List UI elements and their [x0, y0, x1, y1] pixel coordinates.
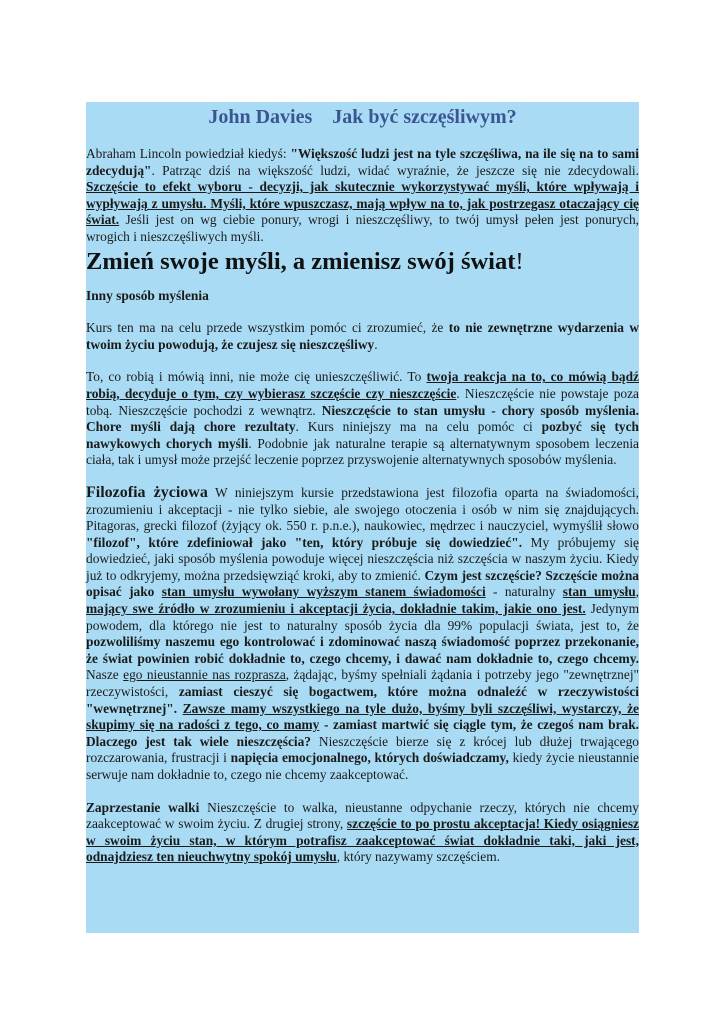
text-run: . Nieszczęście nie powstaje poza tobą. Nieszczęście pochodzi z wewnątrz. — [86, 385, 639, 418]
bold-underline-run: stan umysłu wywołany wyższym stanem świadomości — [161, 584, 486, 600]
bold-run: to nie zewnętrzne wydarzenia w twoim życiu powodują, że czujesz się nieszczęśliwy — [86, 320, 639, 352]
bold-run: - zamiast martwić się ciągle tym, że czegoś nam brak. Dlaczego jest tak wiele nieszczęścia? — [86, 717, 640, 749]
bold-underline-run: Szczęście to efekt wyboru - decyzji, jak skutecznie wykorzystywać myśli, które wpływają i wypływają z umysłu. Myśli, które wpuszczasz, mają wpływ na to, jak postrzegasz otaczający cię świat. — [86, 179, 639, 228]
text-run: , który nazywamy szczęściem. — [336, 849, 500, 865]
paragraph-course — [86, 320, 639, 353]
bold-underline-run: mający swe źródło w zrozumieniu i akceptacji życia, dokładnie takim, jakie ono jest. — [86, 601, 586, 617]
section-heading: Zaprzestanie walki — [86, 799, 200, 815]
bold-underline-run: twoja reakcja na to, co mówią bądź robią, decyduje o tym, czy wybierasz szczęście czy nieszczęście — [86, 369, 639, 401]
text-run: To, co robią i mówią inni, nie może cię unieszczęśliwić. To — [86, 369, 427, 385]
section-heading: Filozofia życiowa — [86, 483, 208, 501]
bold-run: pozbyć się tych nawykowych chorych myśli — [86, 419, 639, 451]
document-title — [86, 104, 639, 130]
bold-underline-run: stan, w którym potrafisz zaakceptować świat dokładnie taki, jaki jest, odnajdziesz ten nieuchwytny spokój umysłu — [86, 832, 639, 865]
title-author: John Davies — [208, 106, 313, 128]
bold-underline-run: stan umysłu — [562, 584, 636, 600]
slogan-text: Zmień swoje myśli, a zmienisz swój świat — [86, 247, 516, 275]
text-run: . — [374, 336, 378, 352]
text-run: Nieszczęście to walka, nieustanne odpychanie rzeczy, których nie chcemy zaakceptować w swoim życiu. Z drugiej strony, — [86, 799, 639, 832]
paragraph-acceptance — [86, 800, 639, 866]
text-run: , żądając, byśmy spełniali żądania i potrzeby jego "zewnętrznej" rzeczywistości, — [86, 667, 640, 700]
document-content — [86, 104, 639, 866]
text-run: . Kurs niniejszy ma na celu pomóc ci — [295, 419, 542, 435]
text-run: , — [635, 584, 640, 600]
subheading: Inny sposób myślenia — [86, 287, 209, 303]
bold-run: Nieszczęście to stan umysłu - chory sposób myślenia. Chore myśli dają chore rezultaty — [86, 402, 639, 435]
quote-bold: "Większość ludzi jest na tyle szczęśliwa, na ile się na to sami zdecydują" — [86, 146, 639, 178]
text-run: Jeśli jest on wg ciebie ponury, wrogi i nieszczęśliwy, to twój umysł pełen jest ponurych, wrogich i nieszczęśliwych myśli. — [86, 212, 639, 244]
text-run: - naturalny — [485, 584, 563, 600]
underline-run: ego nieustannie nas rozprasza — [123, 667, 286, 683]
slogan-exclamation: ! — [515, 247, 524, 275]
bold-underline-run: szczęście to po prostu akceptacja! Kiedy osiągniesz w swoim życiu — [86, 816, 639, 848]
text-run: . Patrząc dziś na większość ludzi, widać wyraźnie, że jeszcze się nie zdecydowali. — [151, 162, 639, 178]
bold-run: zamiast cieszyć się bogactwem, które można odnaleźć w rzeczywistości "wewnętrznej". — [86, 684, 639, 716]
bold-run: Czym jest szczęście? Szczęście można opisać jako — [86, 567, 640, 600]
text-run: . Podobnie jak naturalne terapie są alternatywnym sposobem leczenia ciała, tak i umysł może przejść leczenie poprzez przyswojenie alternatywnych sposobów myślenia. — [86, 435, 639, 468]
bold-underline-run: Zawsze mamy wszystkiego na tyle dużo, byśmy byli szczęśliwi, wystarczy, że skupimy się na radości z tego, co mamy — [86, 700, 639, 733]
bold-run: "filozof", które zdefiniował jako "ten, który próbuje się dowiedzieć". — [86, 534, 523, 550]
text-run: My próbujemy się dowiedzieć, jaki sposób myślenia powoduje więcej nieszczęścia niż szczęścia w naszym życiu. Kiedy już to odkryjemy, można przedsięwziąć kroki, aby to zmienić. — [86, 534, 639, 583]
text-run: Jedynym powodem, dla którego nie jest to naturalny sposób życia dla 99% populacji świata, jest to, że — [86, 601, 640, 633]
text-run: kiedy życie nieustannie serwuje nam dokładnie to, czego nie chcemy zaakceptować. — [86, 750, 639, 782]
bold-run: pozwoliliśmy naszemu ego kontrolować i zdominować naszą świadomość poprzez przekonanie, że świat powinien robić dokładnie to, czego chcemy, i dawać nam dokładnie to, czego chcemy. — [86, 634, 639, 666]
text-run: Nieszczęście bierze się z krócej lub dłużej trwającego rozczarowania, frustracji i — [86, 733, 639, 766]
paragraph-philosophy — [86, 485, 639, 784]
text-run: Nasze — [86, 667, 124, 683]
paragraph-reaction — [86, 369, 639, 469]
text-run: Kurs ten ma na celu przede wszystkim pomóc ci zrozumieć, że — [86, 320, 449, 336]
big-slogan — [86, 248, 639, 276]
paragraph-intro — [86, 146, 639, 246]
title-heading: Jak być szczęśliwym? — [332, 106, 517, 128]
text-run: W niniejszym kursie przedstawiona jest filozofia oparta na świadomości, zrozumieniu i akceptacji - nie tylko siebie, ale swojego otoczenia i osób w nim się znajdujących. Pitagoras, grecki filozof (żyjący ok. 550 r. p.n.e.), naukowiec, mędrzec i nauczyciel, wymyślił słowo — [86, 484, 639, 534]
bold-run: napięcia emocjonalnego, których doświadczamy, — [230, 750, 509, 766]
text-run: Abraham Lincoln powiedział kiedyś: — [86, 146, 291, 161]
